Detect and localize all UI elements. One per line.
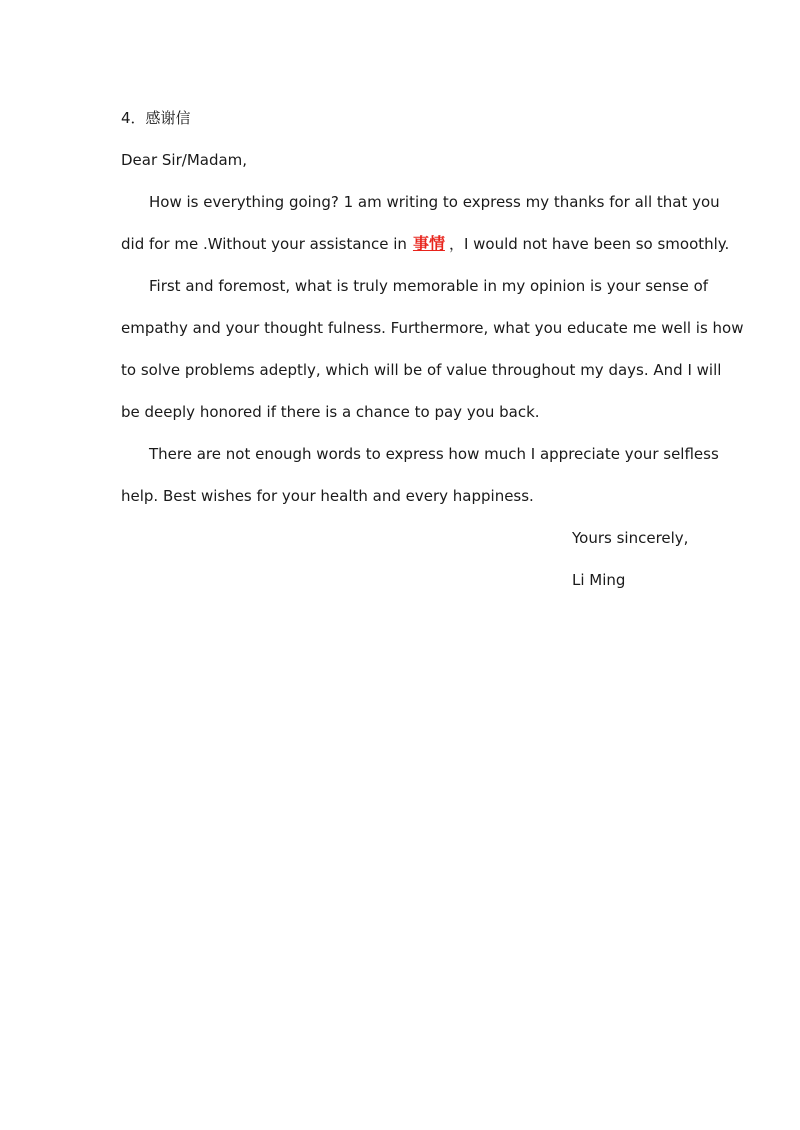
paragraph1-line2-after: ，I would not have been so smoothly.	[448, 235, 730, 253]
paragraph2-line3: to solve problems adeptly, which will be of value throughout my days. And I will	[121, 361, 722, 379]
signature: Li Ming	[572, 571, 626, 589]
closing: Yours sincerely,	[572, 529, 689, 547]
letter-heading: 4．感谢信	[121, 109, 191, 127]
salutation: Dear Sir/Madam,	[121, 151, 248, 169]
paragraph1-line2	[121, 234, 730, 254]
paragraph2-line1: First and foremost, what is truly memorable in my opinion is your sense of	[149, 277, 709, 295]
paragraph3-line2: help. Best wishes for your health and every happiness.	[121, 487, 534, 505]
paragraph1-line2-before: did for me .Without your assistance in	[121, 235, 407, 253]
paragraph1-line1: How is everything going? 1 am writing to express my thanks for all that you	[149, 193, 720, 211]
paragraph2-line4: be deeply honored if there is a chance to pay you back.	[121, 403, 540, 421]
paragraph2-line2: empathy and your thought fulness. Furthermore, what you educate me well is how	[121, 319, 744, 337]
highlighted-placeholder: 事情	[412, 234, 445, 253]
paragraph3-line1: There are not enough words to express how much I appreciate your selfless	[149, 445, 719, 463]
